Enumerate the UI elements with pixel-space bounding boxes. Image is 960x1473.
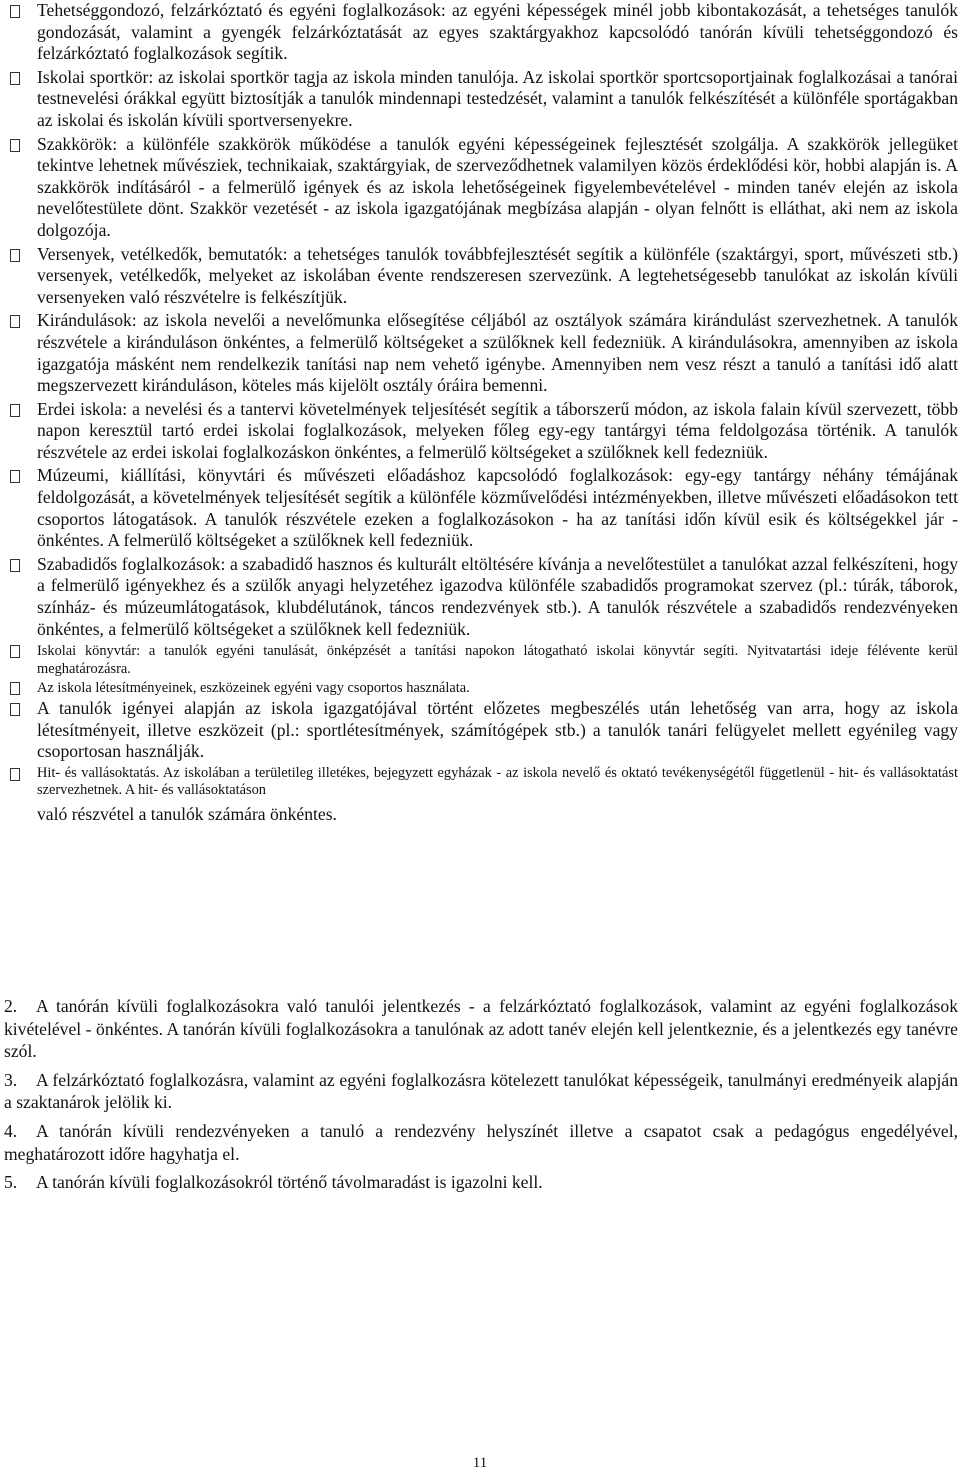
bullet-konyvtar — [8, 642, 958, 678]
bullet-text: Iskolai könyvtár: a tanulók egyéni tanulását, önképzését a tanítási napokon látogatható iskolai könyvtár segíti. Nyitvatartási ideje félévente kerül meghatározásra. — [37, 643, 958, 678]
checkbox-bullet-icon — [10, 470, 20, 483]
bullet-muzeumi — [8, 465, 958, 551]
numbered-item-4 — [4, 1120, 958, 1165]
bullet-text: Az iskola létesítményeinek, eszközeinek egyéni vagy csoportos használata. — [37, 680, 470, 697]
numbered-item-5 — [4, 1171, 958, 1194]
item-number: 2. — [4, 996, 18, 1016]
bullet-text: Tehetséggondozó, felzárkóztató és egyéni foglalkozások: az egyéni képességek minél jobb kibontakozását, a tehetséges tanulók gondozását, valamint a gyengék felzárkóztatását az egyes szaktárgyakhoz kapcsolódó tanórán kívüli tehetséggondozó és felzárkóztató foglalkozások segítik. — [37, 0, 958, 64]
item-number: 3. — [4, 1069, 18, 1090]
checkbox-bullet-icon — [10, 139, 20, 152]
numbered-item-3 — [4, 1069, 958, 1114]
checkbox-bullet-icon — [10, 249, 20, 262]
checkbox-bullet-icon — [10, 682, 20, 695]
bullet-text: Iskolai sportkör: az iskolai sportkör tagja az iskola minden tanulója. Az iskolai sportkör sportcsoportjainak foglalkozásai a tanórai testnevelési órákkal együtt biztosítják a tanulók mindennapi testedzését, valamint a tanulók felkészítését a különféle sportágakban az iskolai és iskolán kívüli sportversenyekre. — [37, 66, 958, 130]
checkbox-bullet-icon — [10, 315, 20, 328]
checkbox-bullet-icon — [10, 559, 20, 572]
bullet-text: Kirándulások: az iskola nevelői a nevelőmunka elősegítése céljából az osztályok számára kirándulást szervezhetnek. A tanulók részvétele a kiránduláson önkéntes, a felmerülő költségeket a szülőknek kell fedezniük. A kirándulásokra, amennyiben az iskola igazgatója másként nem rendelkezik tanítási nap nem vehető igénybe. Amennyiben nem vesz részt a tanuló a tanítási idő alatt megszervezett kiránduláson, köteles más kijelölt osztály óráira bemenni. — [37, 310, 958, 396]
bullet-text-continuation: való részvétel a tanulók számára önkéntes. — [37, 804, 337, 824]
page-number: 11 — [472, 1455, 488, 1471]
checkbox-bullet-icon — [10, 703, 20, 716]
checkbox-bullet-icon — [10, 645, 20, 658]
item-text: A tanórán kívüli foglalkozásokról történő távolmaradást is igazolni kell. — [36, 1172, 543, 1193]
item-number: 4. — [4, 1120, 18, 1141]
bullet-szakkorok — [8, 134, 958, 242]
checkbox-bullet-icon — [10, 404, 20, 417]
bullet-tanuloi-igenyek — [8, 698, 958, 763]
item-number: 5. — [4, 1172, 18, 1193]
bullet-sportkor — [8, 67, 958, 132]
bullet-text: A tanulók igényei alapján az iskola igazgatójával történt előzetes megbeszélés után lehetőség van arra, hogy az iskola létesítményeit, illetve eszközeit (pl.: sportlétesítmények, számítógépek stb.) a tanulók tanári felügyelet mellett egyénileg vagy csoportosan használják. — [37, 698, 958, 762]
activity-bullet-list — [8, 0, 958, 825]
numbered-item-2 — [4, 995, 958, 1063]
bullet-text: Szakkörök: a különféle szakkörök működése a tanulók egyéni képességeinek fejlesztését szolgálja. A szakkörök jellegüket tekintve lehetnek művésziek, technikaiak, szaktárgyiak, de szerveződhetnek valamilyen közös érdeklődési kör, hobbi alapján is. A szakkörök indításáról - a felmerülő igények és az iskola lehetőségeinek figyelembevételével - minden tanév elején az iskola nevelőtestülete dönt. Szakkör vezetését - az iskola igazgatójának megbízása alapján - olyan felnőtt is elláthat, aki nem az iskola dolgozója. — [37, 133, 958, 240]
checkbox-bullet-icon — [10, 768, 20, 781]
bullet-text: Hit- és vallásoktatás. Az iskolában a területileg illetékes, bejegyzett egyházak - az iskola nevelő és oktató tevékenységétől függetlenül - hit- és vallásoktatást szervezhetnek. A hit- és vallásoktatáson — [37, 765, 958, 798]
checkbox-bullet-icon — [10, 72, 20, 85]
bullet-szabadidos — [8, 554, 958, 640]
bullet-versenyek — [8, 244, 958, 309]
bullet-erdei-iskola — [8, 399, 958, 464]
item-text: A tanórán kívüli foglalkozásokra való tanulói jelentkezés - a felzárkóztató foglalkozások, valamint az egyéni foglalkozások kivételével - önkéntes. A tanórán kívüli foglalkozásokra a tanulónak az adott tanév elején kell jelentkeznie, és a jelentkezés egy tanévre szól. — [4, 996, 958, 1062]
bullet-text: Versenyek, vetélkedők, bemutatók: a tehetséges tanulók továbbfejlesztését segítik a különféle (szaktárgyi, sport, művészeti stb.) versenyek, vetélkedők, melyeket az iskolában évente rendszeresen szervezünk. A legtehetségesebb tanulókat az iskolán kívüli versenyeken való részvételre is felkészítjük. — [37, 243, 958, 307]
bullet-kirandulasok — [8, 310, 958, 396]
checkbox-bullet-icon — [10, 5, 20, 18]
item-text: A felzárkóztató foglalkozásra, valamint az egyéni foglalkozásra kötelezett tanulókat képességeik, tanulmányi eredményeik alapján a szaktanárok jelölik ki. — [4, 1069, 958, 1113]
bullet-hitoktatas — [8, 765, 958, 825]
bullet-tehetseggondozo — [8, 0, 958, 65]
bullet-text: Szabadidős foglalkozások: a szabadidő hasznos és kulturált eltöltésére kívánja a nevelőtestület a tanulókat azzal felkészíteni, hogy a felmerülő igényekhez és a szülők anyagi helyzetéhez igazodva különféle szabadidős programokat szervez (pl.: túrák, táborok, színház- és múzeumlátogatások, klubdélutánok, táncos rendezvények stb.). A tanulók részvétele a szabadidős rendezvényeken önkéntes, a felmerülő költségeket a szülőknek kell fedezniük. — [37, 553, 958, 639]
bullet-text: Erdei iskola: a nevelési és a tantervi követelmények teljesítését segítik a táborszerű módon, az iskola falain kívül szervezett, több napon keresztül tartó erdei iskolai foglalkozások, melyeken főleg egy-egy tantárgyi téma feldolgozása történik. A tanulók részvétele az erdei iskolai foglalkozáskon önkéntes, a felmerülő költségeket a szülőknek kell fedezniük. — [37, 398, 958, 462]
numbered-rules-list — [4, 995, 958, 1200]
bullet-text: Múzeumi, kiállítási, könyvtári és művészeti előadáshoz kapcsolódó foglalkozások: egy-egy tantárgy néhány témájának feldolgozását, a követelmények teljesítését segítik a különféle közművelődési intézményekben, illetve művészeti előadásokon tett csoportos látogatások. A tanulók részvétele ezeken a foglalkozásokon - ha az tanítási időn kívül esik és költségekkel jár - önkéntes. A felmerülő költségeket a szülőknek kell fedezniük. — [37, 465, 958, 551]
bullet-letesitmenyek — [8, 679, 958, 697]
item-text: A tanórán kívüli rendezvényeken a tanuló a rendezvény helyszínét illetve a csapatot csak a pedagógus engedélyével, meghatározott időre hagyhatja el. — [4, 1120, 958, 1164]
